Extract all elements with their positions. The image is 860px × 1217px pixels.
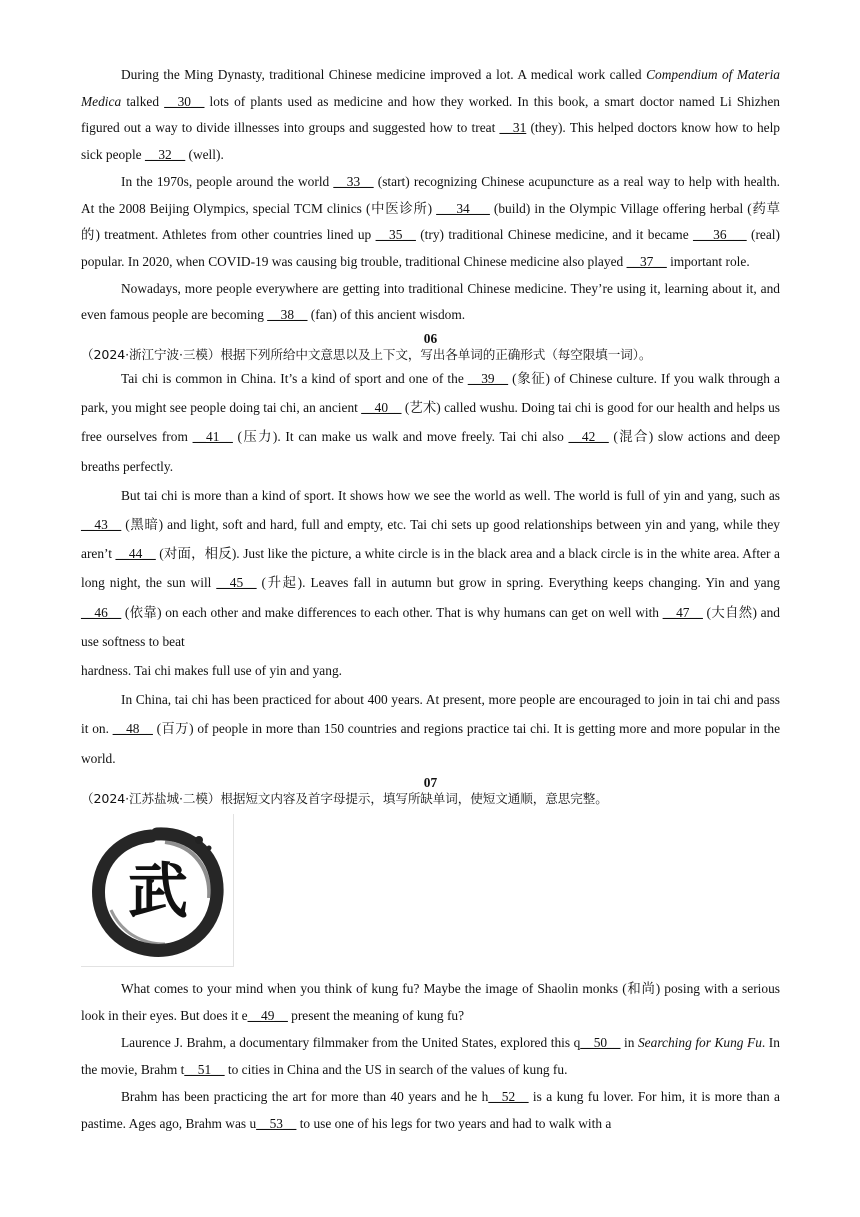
film-title: Searching for Kung Fu: [637, 1034, 762, 1050]
paragraph: [81, 62, 780, 169]
blank-32[interactable]: __32__: [144, 147, 186, 163]
text: (大自然) and use softness to beat: [81, 604, 780, 649]
blank-33[interactable]: __33__: [333, 173, 374, 189]
text: (压力). It can make us walk and move freely. Tai chi also: [232, 429, 569, 445]
blank-53[interactable]: __53__: [256, 1115, 297, 1131]
text: (百万) of people in more than 150 countries and regions practice tai chi. It is getting more and more popular in the world.: [81, 721, 781, 766]
text: During the Ming Dynasty, traditional Chinese medicine improved a lot. A medical work called: [121, 67, 647, 82]
document-page: [81, 62, 780, 1137]
paragraph: [81, 276, 780, 329]
paragraph: [81, 364, 780, 481]
text: Tai chi is common in China. It’s a kind of sport and one of the: [121, 371, 468, 387]
calligraphy-character: 武: [128, 856, 188, 927]
text: (build) in the Olympic Village offering herbal (药草的) treatment. Athletes from other countries lined up: [81, 200, 780, 243]
ink-circle-illustration: [81, 814, 233, 966]
paragraph: [81, 685, 780, 773]
text: In the 1970s, people around the world: [121, 173, 334, 189]
blank-52[interactable]: __52__: [488, 1088, 529, 1104]
paragraph: [81, 975, 780, 1029]
text: present the meaning of kung fu?: [287, 1007, 465, 1023]
instruction: （2024·江苏盐城·二模）根据短文内容及首字母提示，填写所缺单词，使短文通顺，意思完整。: [81, 790, 608, 806]
text: talked: [121, 93, 165, 109]
blank-37[interactable]: __37__: [626, 253, 667, 269]
text: But tai chi is more than a kind of sport. It shows how we see the world as well. The world is full of yin and yang, such as: [121, 487, 780, 503]
passage-tai-chi: [81, 332, 780, 773]
question-number: 07: [423, 774, 438, 790]
passage-tcm: [81, 62, 780, 329]
blank-43[interactable]: __43__: [81, 517, 122, 533]
text: . In the movie, Brahm t: [81, 1034, 780, 1077]
text: Nowadays, more people everywhere are getting into traditional Chinese medicine. They’re using it, learning about it, and even famous people are becoming: [81, 280, 780, 323]
text: lots of plants used as medicine and how they worked. In this book, a smart doctor named Li Shizhen figured out a way to divide illnesses into groups and suggested how to treat: [81, 93, 781, 136]
text: (they). This helped doctors know how to help sick people: [81, 120, 780, 163]
instruction: （2024·浙江宁波·三模）根据下列所给中文意思以及上下文，写出各单词的正确形式（每空限填一词）。: [81, 347, 652, 363]
blank-51[interactable]: __51__: [184, 1061, 225, 1077]
text: (象征) of Chinese culture. If you walk through a park, you might see people doing tai chi, an ancient: [81, 371, 780, 416]
blank-31[interactable]: __31: [499, 120, 527, 136]
paragraph: [81, 481, 780, 656]
text: (混合) slow actions and deep breaths perfectly.: [81, 429, 781, 474]
text: (依靠) on each other and make differences to each other. That is why humans can get on well with: [121, 604, 663, 620]
text: in: [620, 1034, 638, 1050]
text: In China, tai chi has been practiced for about 400 years. At present, more people are encouraged to join in tai chi and pass it on.: [81, 692, 780, 737]
text: (well).: [185, 147, 224, 163]
book-title: Compendium of Materia Medica: [81, 67, 780, 109]
paragraph: [81, 169, 780, 276]
blank-40[interactable]: __40__: [361, 400, 402, 416]
blank-47[interactable]: __47__: [662, 604, 703, 620]
blank-50[interactable]: __50__: [580, 1034, 621, 1050]
blank-45[interactable]: __45__: [216, 575, 257, 591]
text: (fan) of this ancient wisdom.: [307, 307, 466, 323]
paragraph: [81, 1083, 780, 1137]
blank-42[interactable]: __42__: [568, 429, 609, 445]
text: (艺术) called wushu. Doing tai chi is good for our health and helps us free ourselves from: [81, 400, 781, 445]
blank-34[interactable]: ___34___: [436, 200, 490, 216]
text: (对面，相反). Just like the picture, a white circle is in the black area and a black circle is in the white area. After a long night, the sun will: [81, 546, 780, 591]
text: to use one of his legs for two years and had to walk with a: [296, 1115, 612, 1131]
text: to cities in China and the US in search of the values of kung fu.: [224, 1061, 568, 1077]
blank-46[interactable]: __46__: [81, 604, 122, 620]
text: (黑暗) and light, soft and hard, full and empty, etc. Tai chi sets up good relationships between yin and yang, while they aren’t: [81, 517, 780, 562]
question-number: 06: [423, 331, 438, 347]
blank-48[interactable]: __48__: [112, 721, 153, 737]
blank-41[interactable]: __41__: [192, 429, 233, 445]
wushu-calligraphy-image: [81, 814, 234, 967]
paragraph-continuation: hardness. Tai chi makes full use of yin and yang.: [81, 663, 342, 679]
text: (try) traditional Chinese medicine, and it became: [415, 227, 694, 243]
blank-38[interactable]: __38__: [267, 307, 308, 323]
blank-39[interactable]: __39__: [467, 371, 509, 387]
text: is a kung fu lover. For him, it is more than a pastime. Ages ago, Brahm was u: [81, 1088, 780, 1131]
text: Brahm has been practicing the art for more than 40 years and he h: [121, 1088, 489, 1104]
blank-35[interactable]: __35__: [375, 227, 416, 243]
text: (升起). Leaves fall in autumn but grow in spring. Everything keeps changing. Yin and yang: [256, 575, 781, 591]
blank-30[interactable]: __30__: [164, 93, 205, 109]
text: (real) popular. In 2020, when COVID-19 was causing big trouble, traditional Chinese medicine also played: [81, 227, 780, 269]
blank-44[interactable]: __44__: [115, 546, 156, 562]
blank-36[interactable]: ___36___: [693, 227, 747, 243]
text: Laurence J. Brahm, a documentary filmmaker from the United States, explored this q: [121, 1034, 581, 1050]
passage-kung-fu: [81, 776, 780, 1137]
blank-49[interactable]: __49__: [247, 1007, 288, 1023]
text: What comes to your mind when you think of kung fu? Maybe the image of Shaolin monks (和尚) posing with a serious look in their eyes. But does it e: [81, 980, 780, 1023]
text: important role.: [666, 253, 750, 269]
text: (start) recognizing Chinese acupuncture as a real way to help with health. At the 2008 Beijing Olympics, special TCM clinics (中医诊所): [81, 173, 780, 216]
paragraph: [81, 1029, 780, 1083]
